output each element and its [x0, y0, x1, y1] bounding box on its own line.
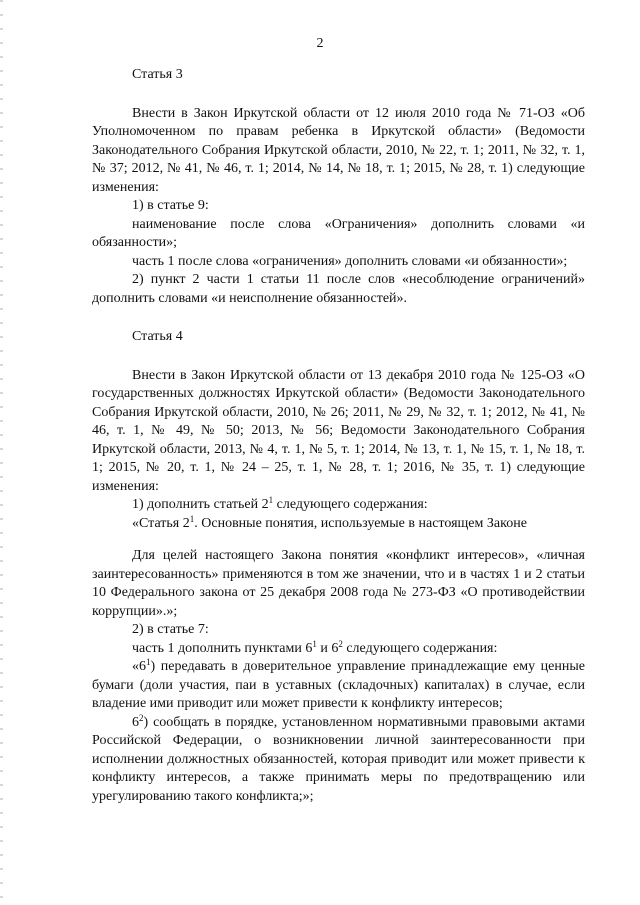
article-4-item-1-sup: 1: [268, 495, 274, 505]
part-1-mid: и 6: [316, 640, 339, 656]
article-3-item-1-b: часть 1 после слова «ограничения» дополнить словами «и обязанности»;: [132, 253, 568, 269]
article-4-intro: Внести в Закон Иркутской области от 13 декабря 2010 года № 125-ОЗ «О государственных должностях Иркутской области» (Ведомости Законодательного Собрания Иркутской области, 2010, № 26; 2011, № 29, № 32, т. 1; 2012, № 41, № 46, т. 1, № 49, № 50; 2013, № 56; Ведомости Законодательного Собрания Иркутской области, 2013, № 4, т. 1, № 5, т. 1; 2014, № 13, т. 1, № 15, т. 1, № 18, т. 1; 2015, № 20, т. 1, № 24 – 25, т. 1, № 28, т. 1; 2016, № 35, т. 1) следующие изменения:: [92, 367, 585, 494]
point-6-2-sup: 2: [139, 712, 144, 723]
part-1-post: следующего содержания:: [342, 640, 498, 656]
new-article-title: [92, 515, 585, 534]
definitions-paragraph: Для целей настоящего Закона понятия «конфликт интересов», «личная заинтересованность» применяются в том же значении, что и в частях 1 и 2 статьи 10 Федерального закона от 25 декабря 2008 года № 273-ФЗ «О противодействии коррупции».»;: [92, 548, 585, 619]
article-4-item-2: 2) в статье 7:: [132, 622, 209, 637]
point-6-1-pre: «6: [132, 659, 146, 674]
point-6-1: [92, 658, 585, 714]
article-4-item-1: [92, 496, 585, 515]
new-article-title-sup: 1: [189, 513, 195, 524]
part-1-sup-a: 1: [312, 638, 317, 649]
point-6-2-pre: 6: [132, 714, 139, 730]
part-1-sup-b: 2: [338, 638, 343, 649]
article-4-item-1-pre: 1) дополнить статьей 2: [132, 497, 269, 512]
point-6-1-sup: 1: [146, 657, 151, 667]
part-1-amendment: [92, 640, 585, 659]
new-article-title-post: . Основные понятия, используемые в настоящем Законе: [194, 515, 527, 531]
point-6-1-post: ) передавать в доверительное управление принадлежащие ему ценные бумаги (доли участия, паи в уставных (складочных) капиталах) в случае, если владение ими приводит или может привести к конфликту интересов;: [92, 659, 585, 711]
article-3-intro: Внести в Закон Иркутской области от 12 июля 2010 года № 71-ОЗ «Об Уполномоченном по правам ребенка в Иркутской области» (Ведомости Законодательного Собрания Иркутской области, 2010, № 22, т. 1; 2011, № 32, т. 1, № 37; 2012, № 41, № 46, т. 1; 2014, № 14, № 18, т. 1; 2015, № 28, т. 1) следующие изменения:: [92, 105, 585, 195]
part-1-pre: часть 1 дополнить пунктами 6: [132, 640, 313, 656]
article-3-item-1-a: наименование после слова «Ограничения» дополнить словами «и обязанности»;: [92, 216, 585, 250]
article-4-item-1-post: следующего содержания:: [273, 497, 428, 512]
page-number: 2: [316, 36, 324, 51]
point-6-2: [92, 714, 585, 807]
new-article-title-pre: «Статья 2: [132, 515, 190, 531]
article-3-item-2: 2) пункт 2 части 1 статьи 11 после слов «несоблюдение ограничений» дополнить словами «и неисполнение обязанностей».: [92, 272, 585, 306]
point-6-2-post: ) сообщать в порядке, установленном нормативными правовыми актами Российской Федерации, о возникновении личной заинтересованности при исполнении должностных обязанностей, которая приводит или может привести к конфликту интересов, а также принимать меры по предотвращению или урегулированию такого конфликта;»;: [92, 714, 585, 804]
article-4-heading: Статья 4: [132, 329, 183, 344]
article-3-item-1: 1) в статье 9:: [132, 198, 209, 213]
article-3-heading: Статья 3: [132, 67, 183, 82]
scan-edge-marks: [0, 0, 3, 905]
document-body: [92, 66, 585, 806]
